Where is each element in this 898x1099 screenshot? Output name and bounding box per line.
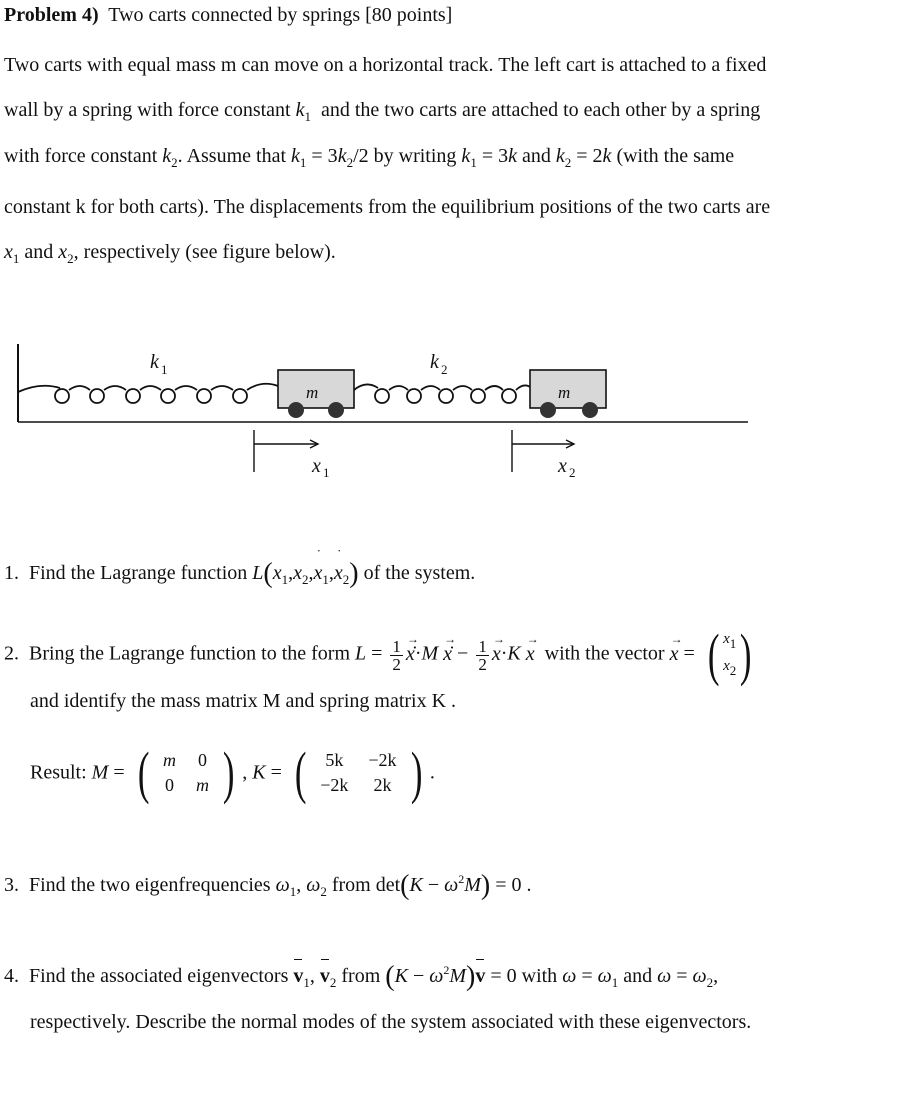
intro-line-3c: by writing [373, 145, 457, 167]
problem-heading [4, 4, 452, 27]
q1-number: 1. [4, 562, 19, 584]
cart2-label: m [558, 383, 571, 402]
q4-number: 4. [4, 965, 19, 987]
question-1: 1. Find the Lagrange function $L(x_1,x_2,x$ ˙ $_1$,x ˙ $_2$) of the system. [4, 548, 476, 589]
disp2-label: x [558, 455, 567, 477]
intro-line-5b: , respectively (see figure below). [73, 241, 336, 263]
q4-line-2: respectively. Describe the normal modes of the system associated with these eigenvectors. [30, 1011, 752, 1033]
intro-line-2: wall by a spring with force constant $k_1$ and the two carts are attached to each other by a spring [4, 99, 761, 124]
intro-line-2a: wall by a spring with force constant [4, 99, 291, 121]
intro-line-3: with force constant $k_2$. Assume that $k_1 = 3k_2/2$ by writing $k_1 = 3k$ and $k_2 = 2k$ (with the same [4, 145, 735, 170]
intro-line-1: Two carts with equal mass m can move on a horizontal track. The left cart is attached to a fixed [4, 54, 767, 76]
question-4: 4. Find the associated eigenvectors v $_1$, v $_2$ from $(K - \omega^2M)v$ = 0 with $\omega = \omega_1$ and $\omega = \omega_2$, [4, 961, 719, 992]
m-21: 0 [164, 775, 174, 795]
question-3: 3. Find the two eigenfrequencies $\omega_1$, $\omega_2$ from $\det(K - \omega^2M) = 0$ . [4, 870, 532, 901]
q3-number: 3. [4, 874, 19, 896]
spring-k1 [18, 384, 278, 403]
intro-line-2b: and the two carts are attached to each other by a spring [320, 99, 761, 121]
disp2-sub: 2 [569, 465, 576, 480]
spring2-sub: 2 [441, 362, 448, 377]
cart1-label: m [306, 383, 319, 402]
q4-text-b: from [341, 965, 381, 987]
disp1-label: x [312, 455, 321, 477]
q2-text-a: Bring the Lagrange function to the form [29, 642, 351, 665]
intro-line-3b: . Assume that [177, 145, 287, 167]
q2-line-2: and identify the mass matrix M and spring matrix K . [30, 690, 457, 712]
result-label: Result: [30, 761, 87, 784]
m-22: m [195, 775, 209, 795]
k-12: −2k [368, 750, 397, 770]
q1-text-a: Find the Lagrange function [29, 562, 248, 584]
q4-text-c: with [521, 965, 558, 987]
q2-text-b: with the vector [544, 642, 665, 665]
spring2-label: k [430, 351, 439, 373]
displacement-arrow-1 [254, 430, 318, 472]
k-22: 2k [373, 775, 392, 795]
k-11: 5k [325, 750, 344, 770]
disp1-sub: 1 [323, 465, 330, 480]
q4-text-a: Find the associated eigenvectors [29, 965, 289, 987]
intro-line-5: $x_1$ and $x_2$, respectively (see figure below). [4, 241, 336, 266]
intro-line-3d: and [521, 145, 551, 167]
mass-matrix: ( m 0 0 m ) [137, 740, 235, 805]
q2-number: 2. [4, 642, 19, 665]
k-21: −2k [320, 775, 349, 795]
q3-text-b: from [331, 874, 371, 896]
intro-line-3a: with force constant [4, 145, 158, 167]
intro-line-5a: and [24, 241, 54, 263]
spring1-label: k [150, 351, 159, 373]
intro-line-4: constant k for both carts). The displacements from the equilibrium positions of the two carts are [4, 196, 771, 218]
spring-k2 [354, 384, 532, 403]
result-row: Result: M = ( m 0 0 m ) , K = ( 5k −2k −2k 2k ) . [30, 740, 435, 805]
q4-text-d: and [623, 965, 653, 987]
q3-text-a: Find the two eigenfrequencies [29, 874, 271, 896]
intro-line-3e: (with the same [616, 145, 735, 167]
q1-text-b: of the system. [363, 562, 476, 584]
carts-figure [0, 330, 898, 490]
question-2: 2. Bring the Lagrange function to the form L = $\frac{1}{2}$ x → ̇·M x → ̇ − $\frac{1}{2}$ x → ·K x → with the vector x → = ( x1 x2) [4, 626, 760, 684]
spring1-sub: 1 [161, 362, 168, 377]
problem-subtitle: Two carts connected by springs [80 points] [108, 4, 453, 26]
x-vector: ( x1 x2) [707, 622, 752, 687]
m-12: 0 [197, 750, 207, 770]
m-11: m [162, 750, 176, 770]
spring-matrix: ( 5k −2k −2k 2k ) [294, 740, 423, 805]
problem-title: Problem 4) [4, 4, 99, 26]
